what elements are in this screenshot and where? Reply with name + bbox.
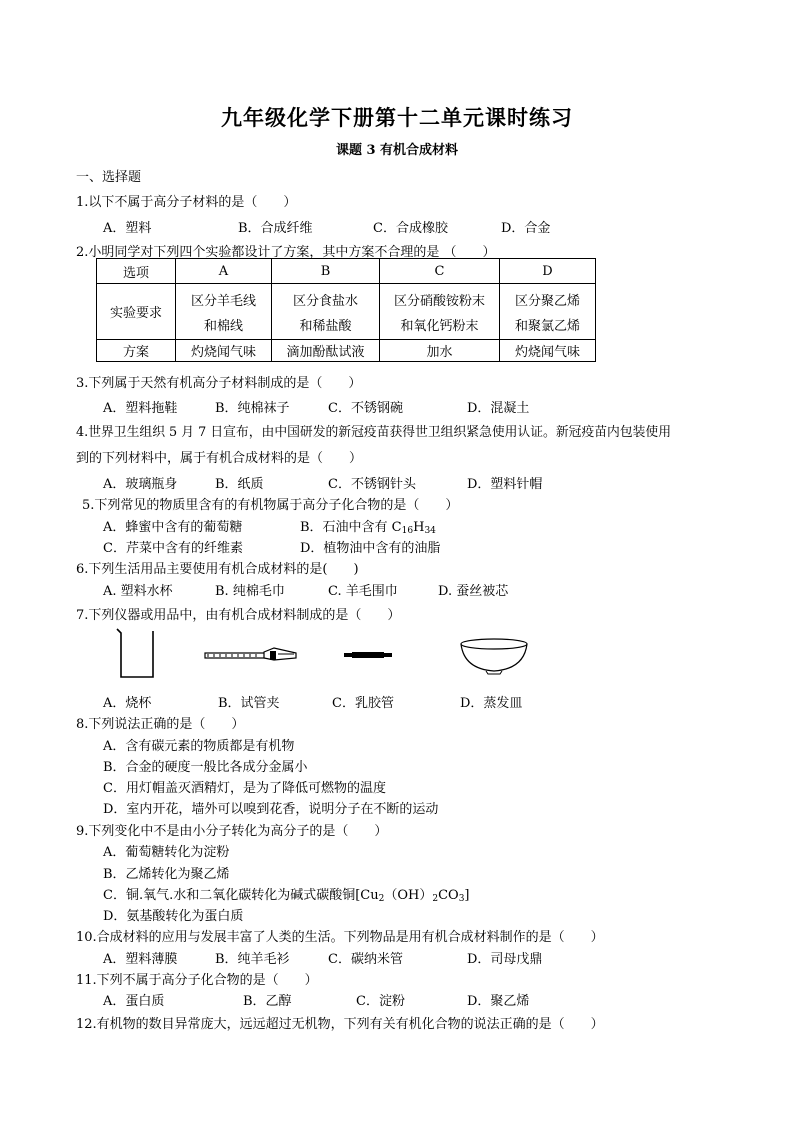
option[interactable]: B．试管夹	[218, 696, 280, 711]
option[interactable]: C．合成橡胶	[373, 221, 448, 236]
option[interactable]: D．合金	[501, 221, 551, 236]
table-header: B	[272, 259, 380, 284]
option[interactable]: A. 塑料水杯	[103, 584, 173, 599]
question-12: 12.有机物的数目异常庞大，远远超过无机物，下列有关有机化合物的说法正确的是（ ）	[76, 1017, 604, 1032]
option[interactable]: B．纸质	[215, 477, 264, 492]
option[interactable]: B．石油中含有 $C_{16}H_{34}$	[300, 520, 436, 536]
question-8: 8.下列说法正确的是（ ）	[76, 717, 245, 732]
option[interactable]: A．塑料薄膜	[103, 952, 178, 967]
option[interactable]: A．玻璃瓶身	[103, 477, 178, 492]
option[interactable]: C．铜.氧气.水和二氧化碳转化为碱式碳酸铜$[Cu_2(OH)_2CO_3]$	[103, 888, 470, 904]
table-cell: 区分聚乙烯 和聚氯乙烯	[500, 284, 596, 340]
question-6: 6.下列生活用品主要使用有机合成材料的是( )	[76, 562, 359, 577]
option[interactable]: D. 蚕丝被芯	[438, 584, 509, 599]
table-cell: 灼烧闻气味	[500, 340, 596, 362]
table-row-label: 实验要求	[97, 284, 176, 340]
question-7-figures	[100, 623, 540, 693]
option[interactable]: A．含有碳元素的物质都是有机物	[103, 739, 295, 754]
option[interactable]: B．乙烯转化为聚乙烯	[103, 867, 230, 882]
experiment-table	[96, 258, 596, 362]
question-4: 4.世界卫生组织 5 月 7 日宣布，由中国研发的新冠疫苗获得世卫组织紧急使用认证。新冠疫苗内包装使用	[76, 425, 672, 440]
option[interactable]: C．淀粉	[356, 994, 405, 1009]
table-header: A	[176, 259, 272, 284]
option[interactable]: A．蜂蜜中含有的葡萄糖	[103, 520, 243, 535]
beaker-icon	[112, 625, 158, 681]
option[interactable]: D．司母戊鼎	[467, 952, 543, 967]
option[interactable]: B．合金的硬度一般比各成分金属小	[103, 760, 308, 775]
test-tube-clamp-icon	[204, 645, 300, 665]
option[interactable]: C．不锈钢针头	[328, 477, 416, 492]
option[interactable]: A．蛋白质	[103, 994, 165, 1009]
lesson-subtitle: 课题 3 有机合成材料	[335, 143, 459, 158]
table-cell: 加水	[380, 340, 500, 362]
question-5: 5.下列常见的物质里含有的有机物属于高分子化合物的是（ ）	[82, 498, 459, 513]
table-header: C	[380, 259, 500, 284]
table-row-label: 方案	[97, 340, 176, 362]
option[interactable]: B. 纯棉毛巾	[215, 584, 285, 599]
question-10: 10.合成材料的应用与发展丰富了人类的生活。下列物品是用有机合成材料制作的是（ ）	[76, 930, 604, 945]
evaporating-dish-icon	[458, 635, 530, 675]
option[interactable]: A．烧杯	[103, 696, 152, 711]
option[interactable]: D．蒸发皿	[460, 696, 523, 711]
option[interactable]: D．室内开花，墙外可以嗅到花香，说明分子在不断的运动	[103, 802, 439, 817]
option[interactable]: D．植物油中含有的油脂	[300, 541, 441, 556]
table-cell: 区分硝酸铵粉末 和氧化钙粉末	[380, 284, 500, 340]
table-header: D	[500, 259, 596, 284]
question-4-cont: 到的下列材料中，属于有机合成材料的是（ ）	[76, 451, 363, 466]
question-7: 7.下列仪器或用品中，由有机合成材料制成的是（ ）	[76, 608, 401, 623]
option[interactable]: C. 羊毛围巾	[328, 584, 398, 599]
question-1: 1.以下不属于高分子材料的是（ ）	[76, 195, 297, 210]
table-cell: 区分羊毛线 和棉线	[176, 284, 272, 340]
option[interactable]: B．纯棉袜子	[215, 401, 290, 416]
rubber-tube-icon	[344, 649, 392, 661]
option[interactable]: A．塑料	[103, 221, 152, 236]
option[interactable]: B．乙醇	[243, 994, 292, 1009]
table-cell: 滴加酚酞试液	[272, 340, 380, 362]
table-cell: 区分食盐水 和稀盐酸	[272, 284, 380, 340]
option[interactable]: B．纯羊毛衫	[215, 952, 290, 967]
option[interactable]: D．氨基酸转化为蛋白质	[103, 909, 244, 924]
option[interactable]: C．碳纳米管	[328, 952, 403, 967]
option[interactable]: C．芹菜中含有的纤维素	[103, 541, 243, 556]
question-2: 2.小明同学对下列四个实验都设计了方案，其中方案不合理的是 （ ）	[76, 245, 496, 260]
section-heading: 一、选择题	[76, 170, 142, 185]
option[interactable]: D．塑料针帽	[467, 477, 543, 492]
question-9: 9.下列变化中不是由小分子转化为高分子的是（ ）	[76, 824, 388, 839]
option[interactable]: B．合成纤维	[238, 221, 313, 236]
option[interactable]: C．乳胶管	[332, 696, 394, 711]
option[interactable]: D．聚乙烯	[467, 994, 530, 1009]
option[interactable]: D．混凝土	[467, 401, 530, 416]
option[interactable]: C．用灯帽盖灭酒精灯，是为了降低可燃物的温度	[103, 781, 386, 796]
option[interactable]: C．不锈钢碗	[328, 401, 403, 416]
option[interactable]: A．葡萄糖转化为淀粉	[103, 845, 230, 860]
question-3: 3.下列属于天然有机高分子材料制成的是（ ）	[76, 376, 362, 391]
table-header: 选项	[97, 259, 176, 284]
table-cell: 灼烧闻气味	[176, 340, 272, 362]
page-title: 九年级化学下册第十二单元课时练习	[221, 105, 573, 130]
option[interactable]: A．塑料拖鞋	[103, 401, 178, 416]
question-11: 11.下列不属于高分子化合物的是（ ）	[76, 973, 318, 988]
